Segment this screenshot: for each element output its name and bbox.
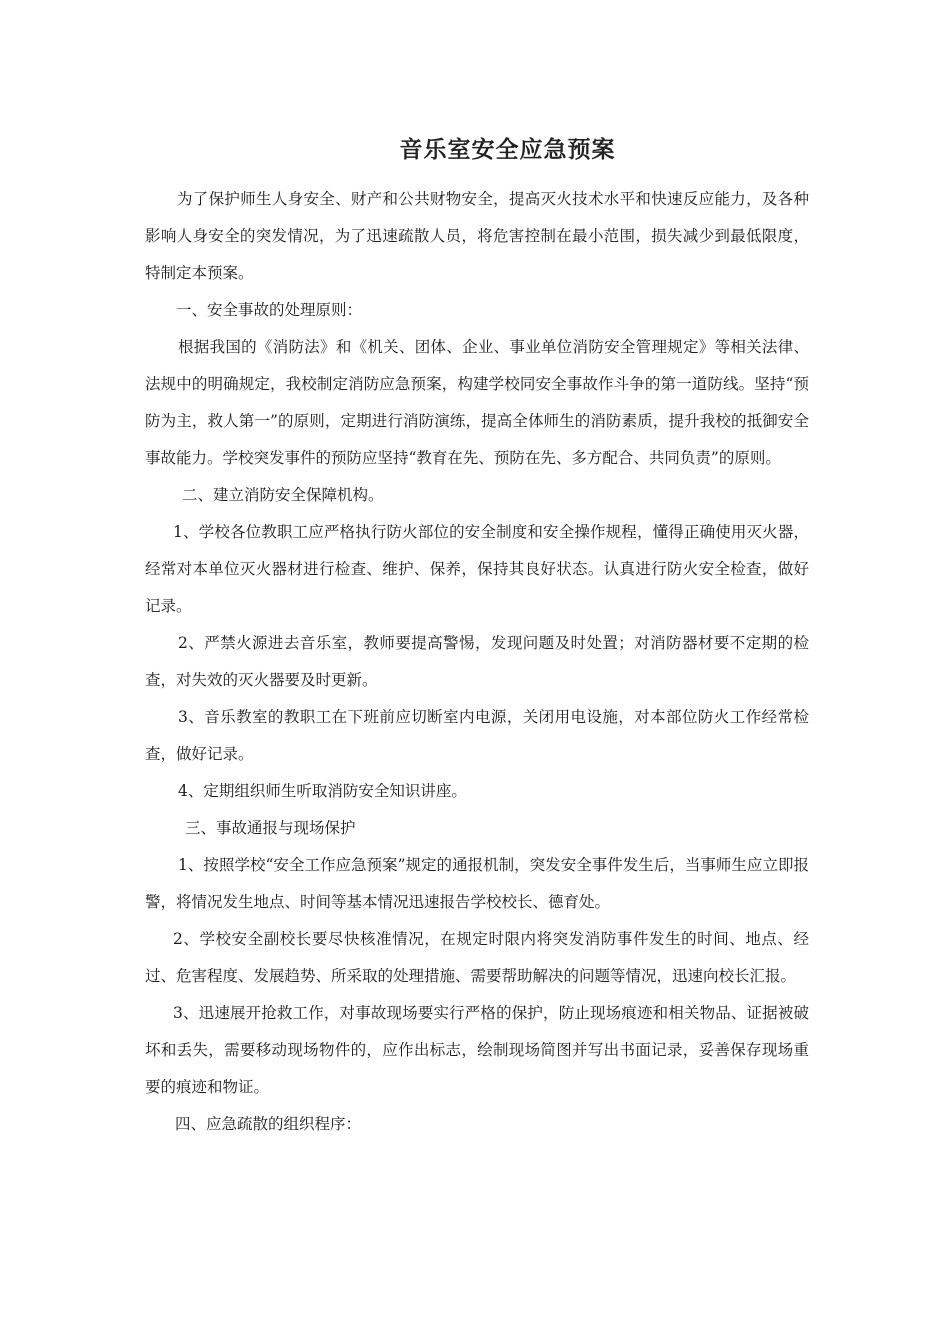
section-heading-1: 一、安全事故的处理原则： [176,301,363,319]
section-1-paragraph: 根据我国的《消防法》和《机关、团体、企业、事业单位消防安全管理规定》等相关法律、法规中的明确规定，我校制定消防应急预案，构建学校同安全事故作斗争的第一道防线。坚持“预防为主，救人第一”的原则，定期进行消防演练，提高全体师生的消防素质，提升我校的抵御安全事故能力。学校突发事件的预防应坚持“教育在先、预防在先、多方配合、共同负责”的原则。 [145,338,809,467]
section-3-item-2: 2、学校安全副校长要尽快核准情况，在规定时限内将突发消防事件发生的时间、地点、经过、危害程度、发展趋势、所采取的处理措施、需要帮助解决的问题等情况，迅速向校长汇报。 [145,930,809,985]
section-2-item-1: 1、学校各位教职工应严格执行防火部位的安全制度和安全操作规程，懂得正确使用灭火器，经常对本单位灭火器材进行检查、维护、保养，保持其良好状态。认真进行防火安全检查，做好记录。 [145,523,809,615]
section-3-item-3: 3、迅速展开抢救工作，对事故现场要实行严格的保护，防止现场痕迹和相关物品、证据被破坏和丢失，需要移动现场物件的，应作出标志，绘制现场简图并写出书面记录，妥善保存现场重要的痕迹和物证。 [145,1004,809,1096]
section-heading-2: 二、建立消防安全保障机构。 [182,486,384,504]
section-2-item-3: 3、音乐教室的教职工在下班前应切断室内电源，关闭用电设施，对本部位防火工作经常检查，做好记录。 [145,708,809,763]
section-2-item-4: 4、定期组织师生听取消防安全知识讲座。 [178,782,467,800]
section-heading-4: 四、应急疏散的组织程序： [175,1115,362,1133]
intro-paragraph: 为了保护师生人身安全、财产和公共财物安全，提高灭火技术水平和快速反应能力，及各种影响人身安全的突发情况，为了迅速疏散人员，将危害控制在最小范围，损失减少到最低限度，特制定本预案。 [145,190,809,282]
document-body [145,181,809,1143]
document-title: 音乐室安全应急预案 [399,137,616,163]
section-3-item-1: 1、按照学校“安全工作应急预案”规定的通报机制，突发安全事件发生后，当事师生应立即报警，将情况发生地点、时间等基本情况迅速报告学校校长、德育处。 [145,856,809,911]
section-2-item-2: 2、严禁火源进去音乐室，教师要提高警惕，发现问题及时处置；对消防器材要不定期的检查，对失效的灭火器要及时更新。 [145,634,809,689]
section-heading-3: 三、事故通报与现场保护 [185,819,356,837]
